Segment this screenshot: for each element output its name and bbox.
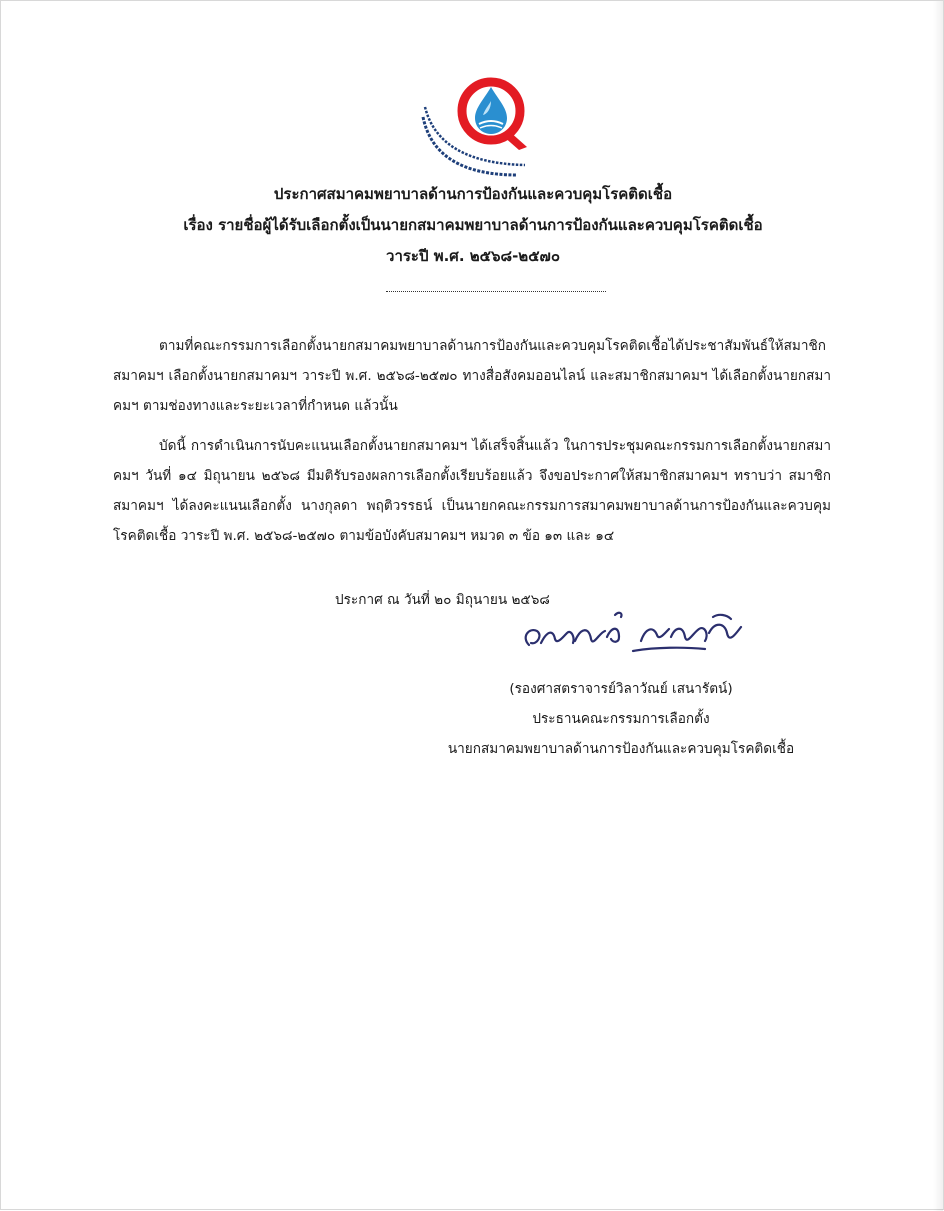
announcement-date: ประกาศ ณ วันที่ ๒๐ มิถุนายน ๒๕๖๘	[335, 592, 550, 608]
signatory-name: (รองศาสตราจารย์วิลาวัณย์ เสนารัตน์)	[509, 681, 733, 697]
signatory-position: ประธานคณะกรรมการเลือกตั้ง	[532, 711, 710, 727]
water-drop-icon	[475, 87, 507, 134]
announcement-term: วาระปี พ.ศ. ๒๕๖๘-๒๕๗๐	[386, 247, 560, 265]
page-edge-shadow	[933, 1, 943, 1211]
body-paragraph-2: บัดนี้ การดำเนินการนับคะแนนเลือกตั้งนายกสมาคมฯ ได้เสร็จสิ้นแล้ว ในการประชุมคณะกรรมการเลือกตั้งนายกสมาคมฯ วันที่ ๑๔ มิถุนายน ๒๕๖๘ มีมติรับรองผลการเลือกตั้งเรียบร้อยแล้ว จึงขอประกาศให้สมาชิกสมาคมฯ ทราบว่า สมาชิกสมาคมฯ ได้ลงคะแนนเลือกตั้ง นางกุลดา พฤติวรรธน์ เป็นนายกคณะกรรมการสมาคมพยาบาลด้านการป้องกันและควบคุมโรคติดเชื้อ วาระปี พ.ศ. ๒๕๖๘-๒๕๗๐ ตามข้อบังคับสมาคมฯ หมวด ๓ ข้อ ๑๓ และ ๑๔	[113, 438, 831, 544]
announcement-title: ประกาศสมาคมพยาบาลด้านการป้องกันและควบคุมโรคติดเชื้อ	[273, 185, 673, 203]
title-divider	[386, 291, 606, 292]
association-logo	[405, 77, 580, 182]
body-paragraph-1: ตามที่คณะกรรมการเลือกตั้งนายกสมาคมพยาบาลด้านการป้องกันและควบคุมโรคติดเชื้อได้ประชาสัมพันธ์ให้สมาชิกสมาคมฯ เลือกตั้งนายกสมาคมฯ วาระปี พ.ศ. ๒๕๖๘-๒๕๗๐ ทางสื่อสังคมออนไลน์ และสมาชิกสมาคมฯ ได้เลือกตั้งนายกสมาคมฯ ตามช่องทางและระยะเวลาที่กำหนด แล้วนั้น	[113, 338, 831, 414]
announcement-subject: เรื่อง รายชื่อผู้ได้รับเลือกตั้งเป็นนายกสมาคมพยาบาลด้านการป้องกันและควบคุมโรคติดเชื้อ	[183, 216, 763, 234]
handwritten-signature	[515, 607, 745, 667]
signatory-organization: นายกสมาคมพยาบาลด้านการป้องกันและควบคุมโรคติดเชื้อ	[447, 741, 795, 757]
